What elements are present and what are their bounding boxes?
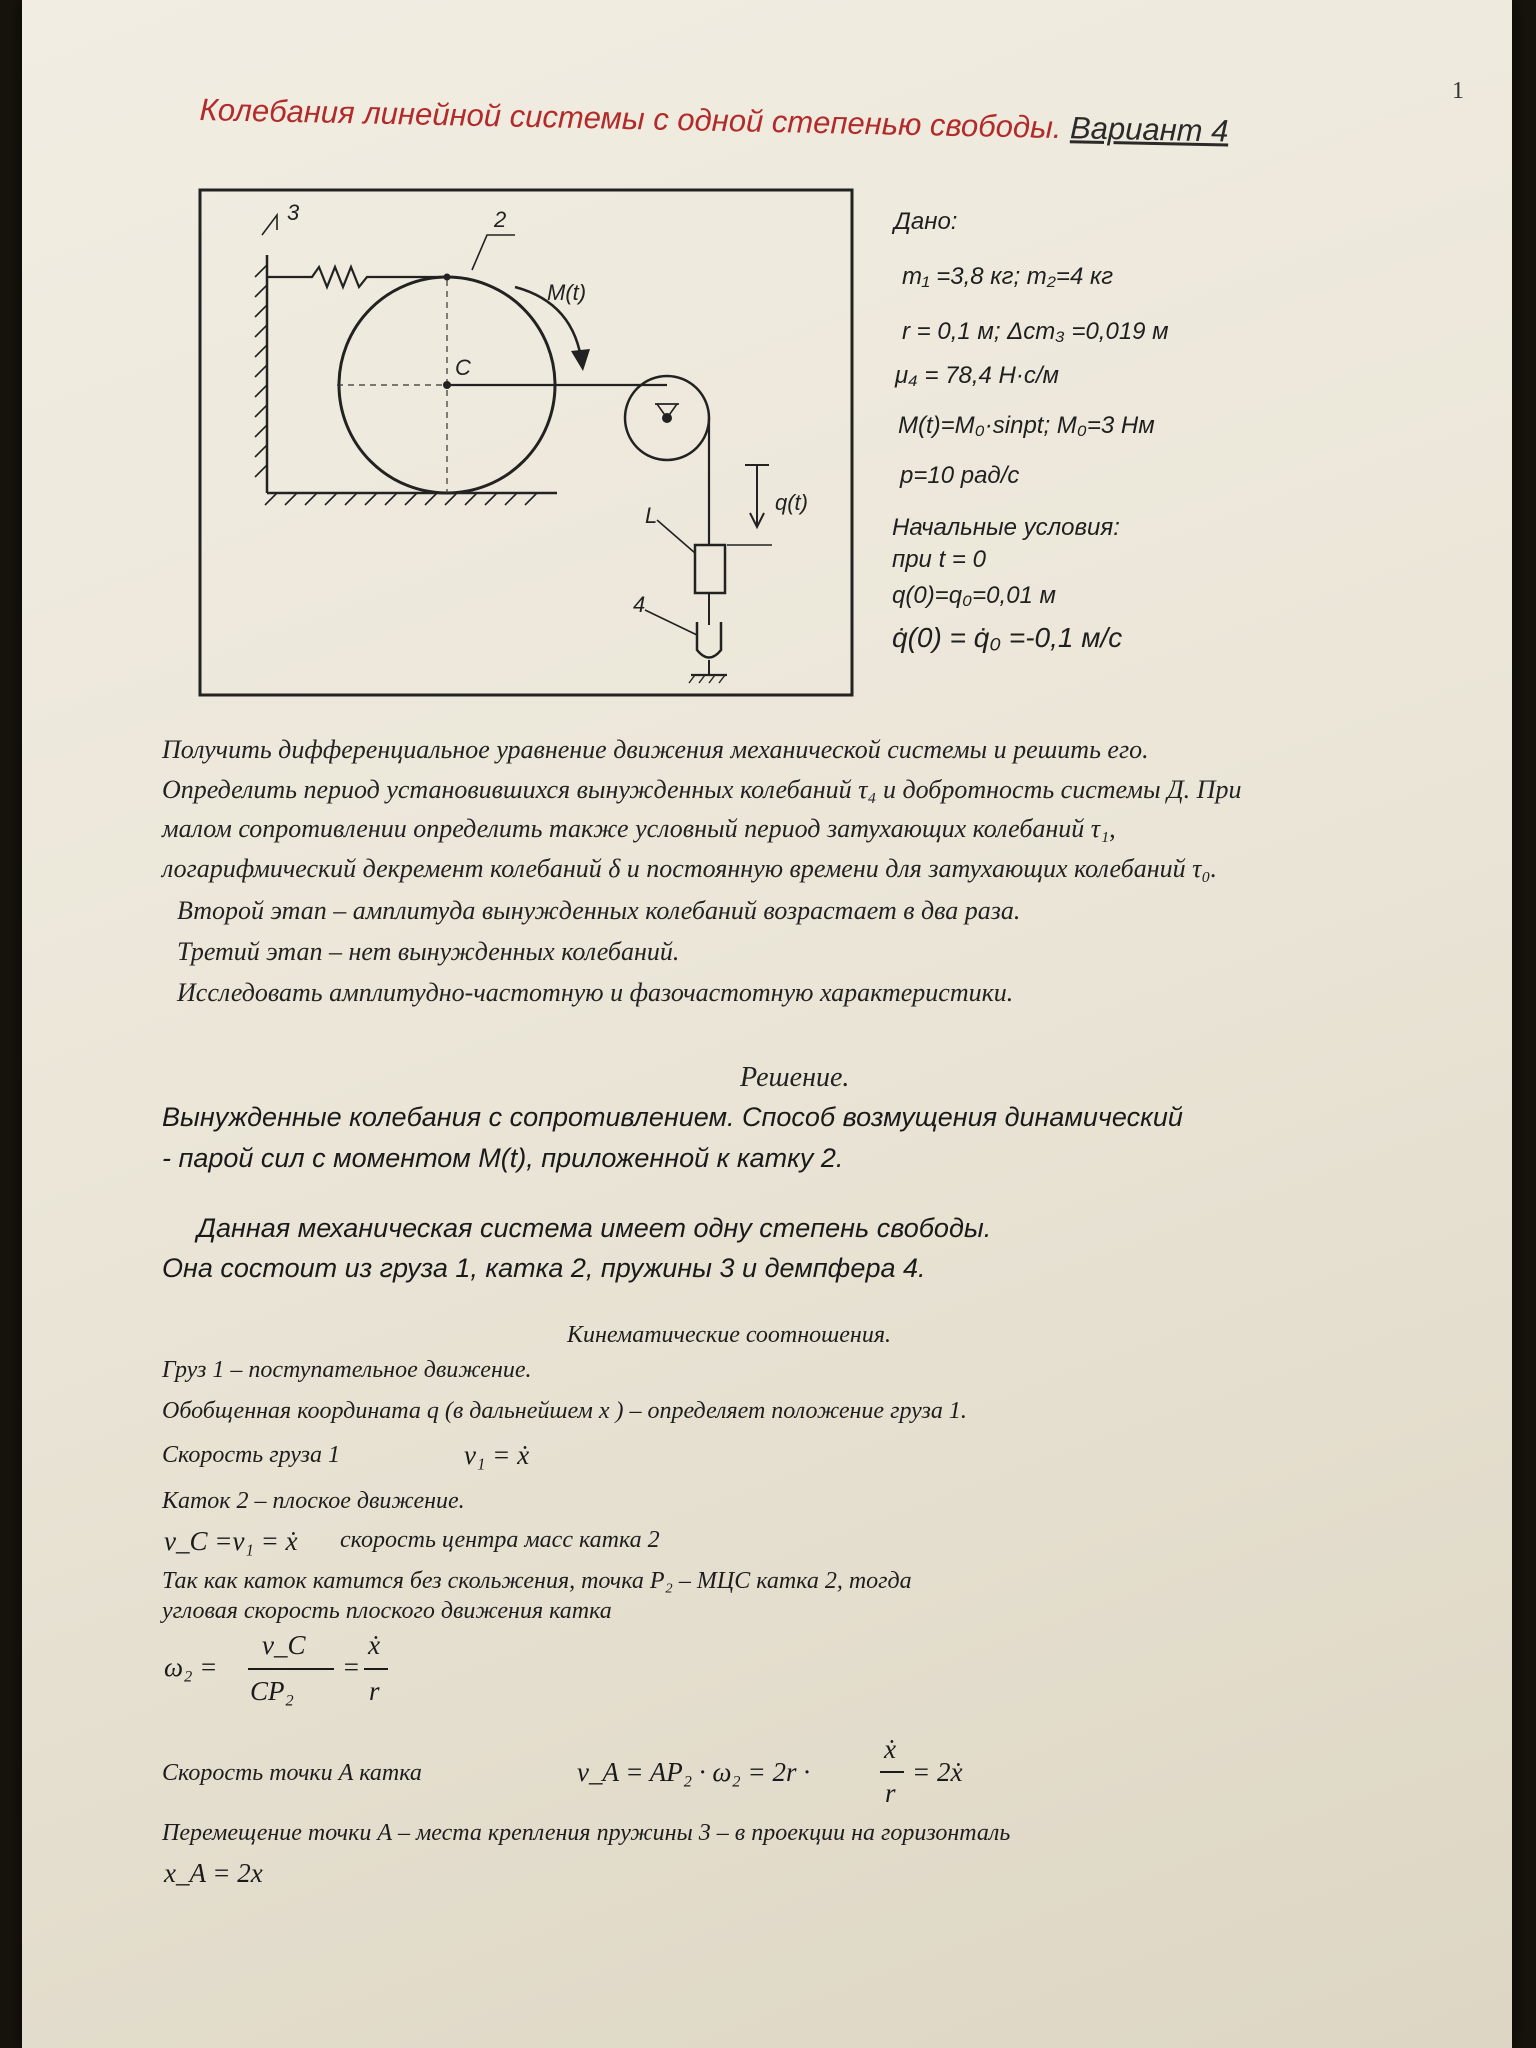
task-line-4: логарифмический декремент колебаний δ и постоянную времени для затухающих колебаний τ₀. bbox=[162, 854, 1218, 883]
velocity-load-formula: v₁ = ẋ bbox=[464, 1440, 530, 1470]
page-title bbox=[199, 92, 1229, 150]
task-line-6: Третий этап – нет вынужденных колебаний. bbox=[177, 937, 680, 966]
given-at-time: при t = 0 bbox=[892, 546, 986, 573]
given-radius: r = 0,1 м; Δст₃ =0,019 м bbox=[902, 318, 1169, 345]
label-center-c: C bbox=[455, 355, 471, 380]
kinematics-line-6: Так как каток катится без скольжения, точка P₂ – МЦС катка 2, тогда bbox=[162, 1568, 912, 1594]
omega-fraction-bar-1 bbox=[248, 1668, 334, 1670]
omega-equals: = bbox=[342, 1652, 361, 1682]
velocity-a-fraction-bar bbox=[880, 1771, 904, 1773]
task-line-5: Второй этап – амплитуда вынужденных колебаний возрастает в два раза. bbox=[177, 896, 1021, 925]
task-line-1: Получить дифференциальное уравнение движения механической системы и решить его. bbox=[162, 735, 1149, 764]
wall-hatching bbox=[255, 265, 267, 477]
solution-line-2: - парой сил с моментом M(t), приложенной к катку 2. bbox=[162, 1143, 844, 1173]
damper-4 bbox=[697, 622, 721, 658]
given-masses: m₁ =3,8 кг; m₂=4 кг bbox=[902, 263, 1114, 290]
title-main: Колебания линейной системы с одной степенью свободы. bbox=[199, 92, 1062, 146]
spring-3 bbox=[267, 267, 447, 287]
solution-line-4: Она состоит из груза 1, катка 2, пружины 3 и демпфера 4. bbox=[162, 1253, 926, 1283]
displacement-a-formula: x_A = 2x bbox=[164, 1858, 263, 1888]
omega-denominator-1: CP₂ bbox=[250, 1676, 294, 1706]
solution-line-3: Данная механическая система имеет одну степень свободы. bbox=[197, 1213, 992, 1243]
task-line-2: Определить период установившихся вынужденных колебаний τ₄ и добротность системы Д. При bbox=[162, 775, 1242, 804]
kinematics-line-3-text: Скорость груза 1 bbox=[162, 1442, 340, 1468]
load-1 bbox=[695, 545, 725, 593]
given-qdot0: q̇(0) = q̇₀ =-0,1 м/с bbox=[892, 622, 1123, 653]
label-moment: M(t) bbox=[547, 280, 587, 305]
kinematics-line-2: Обобщенная координата q (в дальнейшем x ) – определяет положение груза 1. bbox=[162, 1398, 967, 1424]
given-header: Дано: bbox=[894, 208, 958, 235]
kinematics-line-8-text: Скорость точки А катка bbox=[162, 1760, 422, 1786]
page-number: 1 bbox=[1452, 78, 1464, 104]
label-spring-3: 3 bbox=[287, 200, 300, 225]
velocity-a-numerator: ẋ bbox=[884, 1734, 896, 1764]
diagram-frame bbox=[200, 190, 852, 695]
given-initial-header: Начальные условия: bbox=[892, 514, 1120, 541]
solution-line-1: Вынужденные колебания с сопротивлением. Способ возмущения динамический bbox=[162, 1102, 1183, 1132]
kinematics-line-5-text: скорость центра масс катка 2 bbox=[340, 1527, 660, 1553]
kinematics-line-9: Перемещение точки А – места крепления пружины 3 – в проекции на горизонталь bbox=[162, 1820, 1011, 1846]
label-q-t: q(t) bbox=[775, 490, 808, 515]
label-load: L bbox=[645, 503, 658, 528]
omega-fraction-bar-2 bbox=[364, 1668, 388, 1670]
solution-header: Решение. bbox=[740, 1062, 850, 1093]
kinematics-line-7: угловая скорость плоского движения катка bbox=[162, 1598, 612, 1624]
task-line-3: малом сопротивлении определить также условный период затухающих колебаний τ₁, bbox=[162, 814, 1116, 843]
velocity-center-formula: v_C =v₁ = ẋ bbox=[164, 1526, 298, 1556]
given-q0: q(0)=q₀=0,01 м bbox=[892, 582, 1057, 609]
omega-lhs: ω₂ = bbox=[164, 1652, 218, 1682]
kinematics-header: Кинематические соотношения. bbox=[567, 1322, 891, 1348]
velocity-a-formula: v_A = AP₂ · ω₂ = 2r · bbox=[577, 1757, 811, 1787]
omega-numerator-1: v_C bbox=[262, 1630, 306, 1660]
title-variant: Вариант 4 bbox=[1069, 110, 1229, 149]
task-line-7: Исследовать амплитудно-частотную и фазочастотную характеристики. bbox=[177, 978, 1014, 1007]
kinematics-line-1: Груз 1 – поступательное движение. bbox=[162, 1357, 532, 1383]
mechanism-diagram bbox=[197, 175, 857, 700]
paper-sheet bbox=[22, 0, 1512, 2048]
label-roller-2: 2 bbox=[494, 207, 507, 232]
given-frequency: p=10 рад/с bbox=[900, 462, 1020, 489]
floor-hatching bbox=[265, 493, 537, 505]
omega-numerator-2: ẋ bbox=[368, 1630, 380, 1660]
velocity-a-result: = 2ẋ bbox=[912, 1757, 963, 1787]
given-moment: M(t)=M₀·sinpt; M₀=3 Нм bbox=[898, 412, 1155, 439]
velocity-a-denominator: r bbox=[885, 1778, 896, 1808]
kinematics-line-4: Каток 2 – плоское движение. bbox=[162, 1488, 465, 1514]
given-damping: μ₄ = 78,4 Н·с/м bbox=[895, 362, 1059, 389]
label-damper-4: 4 bbox=[633, 592, 646, 617]
omega-denominator-2: r bbox=[369, 1676, 380, 1706]
